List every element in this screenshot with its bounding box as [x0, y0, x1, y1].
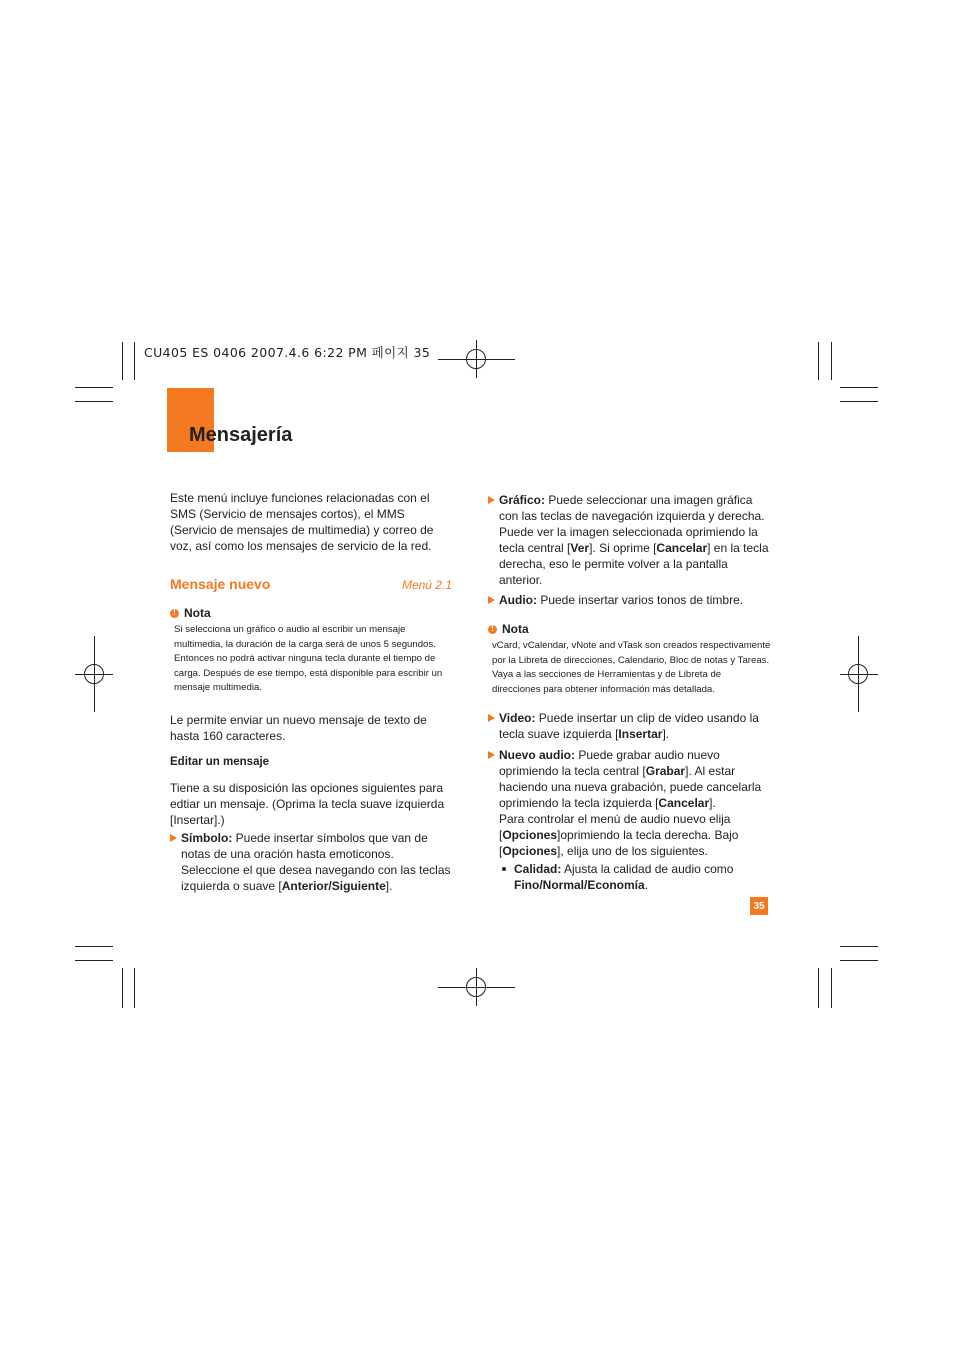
crop-mark: [840, 387, 878, 388]
list-item: [488, 592, 772, 608]
crop-mark: [75, 946, 113, 947]
crop-mark: [75, 960, 113, 961]
crop-mark: [831, 342, 832, 380]
left-column: [170, 490, 452, 894]
intro-paragraph: Este menú incluye funciones relacionadas con el SMS (Servicio de mensajes cortos), el MMS (Servicio de mensajes de multimedia) y correo de voz, así como los mensajes de servicio de la red.: [170, 491, 434, 553]
note-body: vCard, vCalendar, vNote and vTask son creados respectivamente por la Libreta de direcciones, Calendario, Bloc de notas y Tareas. Vaya a las secciones de Herramientas y de Libreta de direcciones para obtener información más detallada.: [492, 640, 771, 695]
list-item: [488, 747, 772, 893]
registration-circle: [466, 977, 486, 997]
item-text: Puede seleccionar una imagen gráfica con las teclas de navegación izquierda y derecha. Puede ver la imagen seleccionada oprimiendo la tecla central [: [499, 493, 765, 555]
item-text: Puede grabar audio nuevo oprimiendo la tecla central [: [499, 748, 720, 778]
sub-list-item: [499, 861, 772, 893]
item-text: ].: [709, 796, 716, 810]
item-label: Símbolo:: [181, 830, 233, 845]
audio-options-paragraph: [499, 811, 772, 859]
note-box: [170, 605, 452, 696]
edit-heading: Editar un mensaje: [170, 755, 270, 768]
item-text: ]oprimiendo la tecla derecha. Bajo [: [499, 828, 739, 858]
item-text: ].: [385, 878, 393, 893]
section-title: Mensaje nuevo: [170, 576, 271, 592]
list-item: [488, 492, 772, 588]
triangle-bullet-icon: [488, 751, 495, 759]
crop-mark: [818, 342, 819, 380]
item-key: Fino/Normal/Economía: [514, 878, 645, 892]
list-item: [170, 830, 452, 894]
crop-mark: [122, 342, 123, 380]
crop-mark: [75, 387, 113, 388]
item-text: Ajusta la calidad de audio como: [561, 862, 734, 876]
item-text: .: [644, 878, 649, 892]
item-text: Para controlar el menú de audio nuevo elija [: [499, 812, 731, 842]
item-key: Cancelar: [656, 541, 708, 555]
menu-reference: Menú 2.1: [401, 578, 452, 592]
triangle-bullet-icon: [488, 596, 495, 604]
item-label: Nuevo audio:: [499, 748, 576, 762]
crop-mark: [818, 968, 819, 1008]
edit-intro: Tiene a su disposición las opciones siguientes para edtiar un mensaje. (Oprima la tecla suave izquierda [Insertar].): [170, 780, 445, 827]
print-header: CU405 ES 0406 2007.4.6 6:22 PM 페이지 35: [144, 345, 431, 360]
warning-icon: [488, 625, 497, 634]
crop-mark: [75, 401, 113, 402]
section-header: [170, 576, 452, 593]
item-key: Ver: [570, 541, 590, 555]
note-heading-row: [170, 605, 452, 621]
item-text: Puede insertar varios tonos de timbre.: [537, 593, 744, 607]
crop-mark: [122, 968, 123, 1008]
note-heading: Nota: [184, 606, 211, 620]
note-body: Si selecciona un gráfico o audio al escribir un mensaje multimedia, la duración de la carga será de unos 5 segundos. Entonces no podrá activar ninguna tecla durante el tiempo de carga. Después de ese tiempo, está disponible para escribir un mensaje multimedia.: [174, 624, 443, 693]
crop-mark: [840, 946, 878, 947]
note-heading-row: [488, 621, 772, 637]
item-text: ] en la tecla derecha, eso le permite volver a la pantalla anterior.: [499, 541, 769, 587]
right-column: [488, 492, 772, 893]
crop-mark: [134, 968, 135, 1008]
bullet-dot-icon: [502, 867, 506, 871]
item-key: Insertar: [618, 727, 663, 741]
registration-circle: [84, 664, 104, 684]
description-paragraph: Le permite enviar un nuevo mensaje de texto de hasta 160 caracteres.: [170, 712, 427, 743]
note-heading: Nota: [502, 622, 529, 636]
item-key: Anterior/Siguiente: [281, 878, 386, 893]
list-item: [488, 710, 772, 742]
item-text: ], elija uno de los siguientes.: [557, 844, 708, 858]
item-label: Video:: [499, 711, 536, 725]
item-label: Gráfico:: [499, 493, 546, 507]
item-text: Puede insertar un clip de video usando la tecla suave izquierda [: [499, 711, 759, 741]
item-label: Audio:: [499, 593, 537, 607]
crop-mark: [134, 342, 135, 380]
crop-mark: [840, 401, 878, 402]
item-text: ].: [662, 727, 670, 741]
item-text: ]. Si oprime [: [589, 541, 657, 555]
item-key: Cancelar: [658, 796, 710, 810]
registration-circle: [466, 349, 486, 369]
registration-circle: [848, 664, 868, 684]
item-key: Opciones: [502, 828, 558, 842]
triangle-bullet-icon: [170, 834, 177, 842]
warning-icon: [170, 609, 179, 618]
item-key: Opciones: [502, 844, 558, 858]
item-text: Puede insertar símbolos que van de notas de una oración hasta emoticonos. Seleccione el que desea navegando con las teclas izquierda o suave [: [181, 830, 451, 893]
triangle-bullet-icon: [488, 714, 495, 722]
item-text: ]. Al estar haciendo una nueva grabación, puede cancelarla oprimiendo la tecla izquierda [: [499, 764, 762, 810]
page-title: Mensajería: [189, 424, 293, 446]
triangle-bullet-icon: [488, 496, 495, 504]
crop-mark: [840, 960, 878, 961]
page-number: 35: [750, 897, 768, 915]
item-key: Grabar: [645, 764, 686, 778]
crop-mark: [831, 968, 832, 1008]
item-label: Calidad:: [514, 862, 562, 876]
note-box: [488, 621, 772, 697]
